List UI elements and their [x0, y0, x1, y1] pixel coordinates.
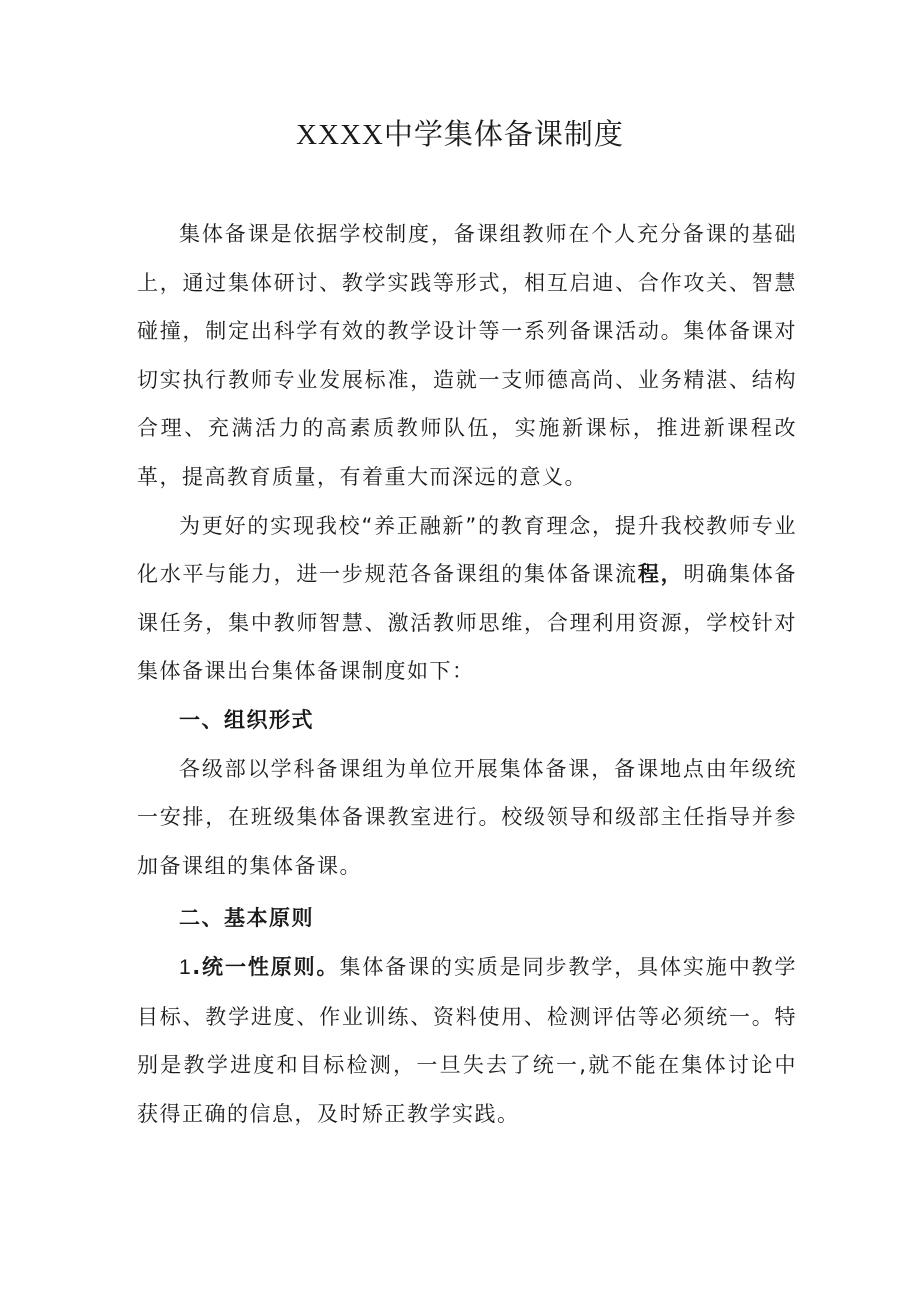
purpose-text-bold: 程，	[637, 562, 684, 587]
principle-text: 集体备课的实质是同步教学，具体实施中教学目标、教学进度、作业训练、资料使用、检测评估等必须统一。特别是教学进度和目标检测，一旦失去了统一,就不能在集体讨论中获得正确的信息，及时矫正教学实践。	[137, 954, 797, 1126]
purpose-text-start: 为更好的实现我校“养正融新”的教育理念，提升我校教师专业化水平与能力，进一步规范各备课组的集体备课流	[137, 513, 797, 587]
document-title	[0, 112, 920, 157]
title-school-placeholder: XXXX	[296, 119, 384, 151]
principle-number: 1	[179, 955, 193, 979]
section-heading-organization: 一、组织形式	[179, 707, 314, 732]
principle-item-unity	[137, 943, 797, 1138]
purpose-paragraph	[137, 502, 797, 696]
title-text: 中学集体备课制度	[383, 117, 624, 151]
intro-paragraph: 集体备课是依据学校制度，备课组教师在个人充分备课的基础上，通过集体研讨、教学实践等形式，相互启迪、合作攻关、智慧碰撞，制定出科学有效的教学设计等一系列备课活动。集体备课对切实执行教师专业发展标准，造就一支师德高尚、业务精湛、结构合理、充满活力的高素质教师队伍，实施新课标，推进新课程改革，提高教育质量，有着重大而深远的意义。	[137, 222, 797, 489]
organization-paragraph: 各级部以学科备课组为单位开展集体备课，备课地点由年级统一安排，在班级集体备课教室进行。校级领导和级部主任指导并参加备课组的集体备课。	[137, 756, 797, 878]
document-body	[137, 210, 797, 1138]
principle-label: .统一性原则。	[192, 954, 340, 979]
section-heading-principles: 二、基本原则	[179, 906, 314, 931]
purpose-text-end: 明确集体备课任务，集中教师智慧、激活教师思维，合理利用资源，学校针对集体备课出台集体备课制度如下：	[137, 562, 798, 684]
